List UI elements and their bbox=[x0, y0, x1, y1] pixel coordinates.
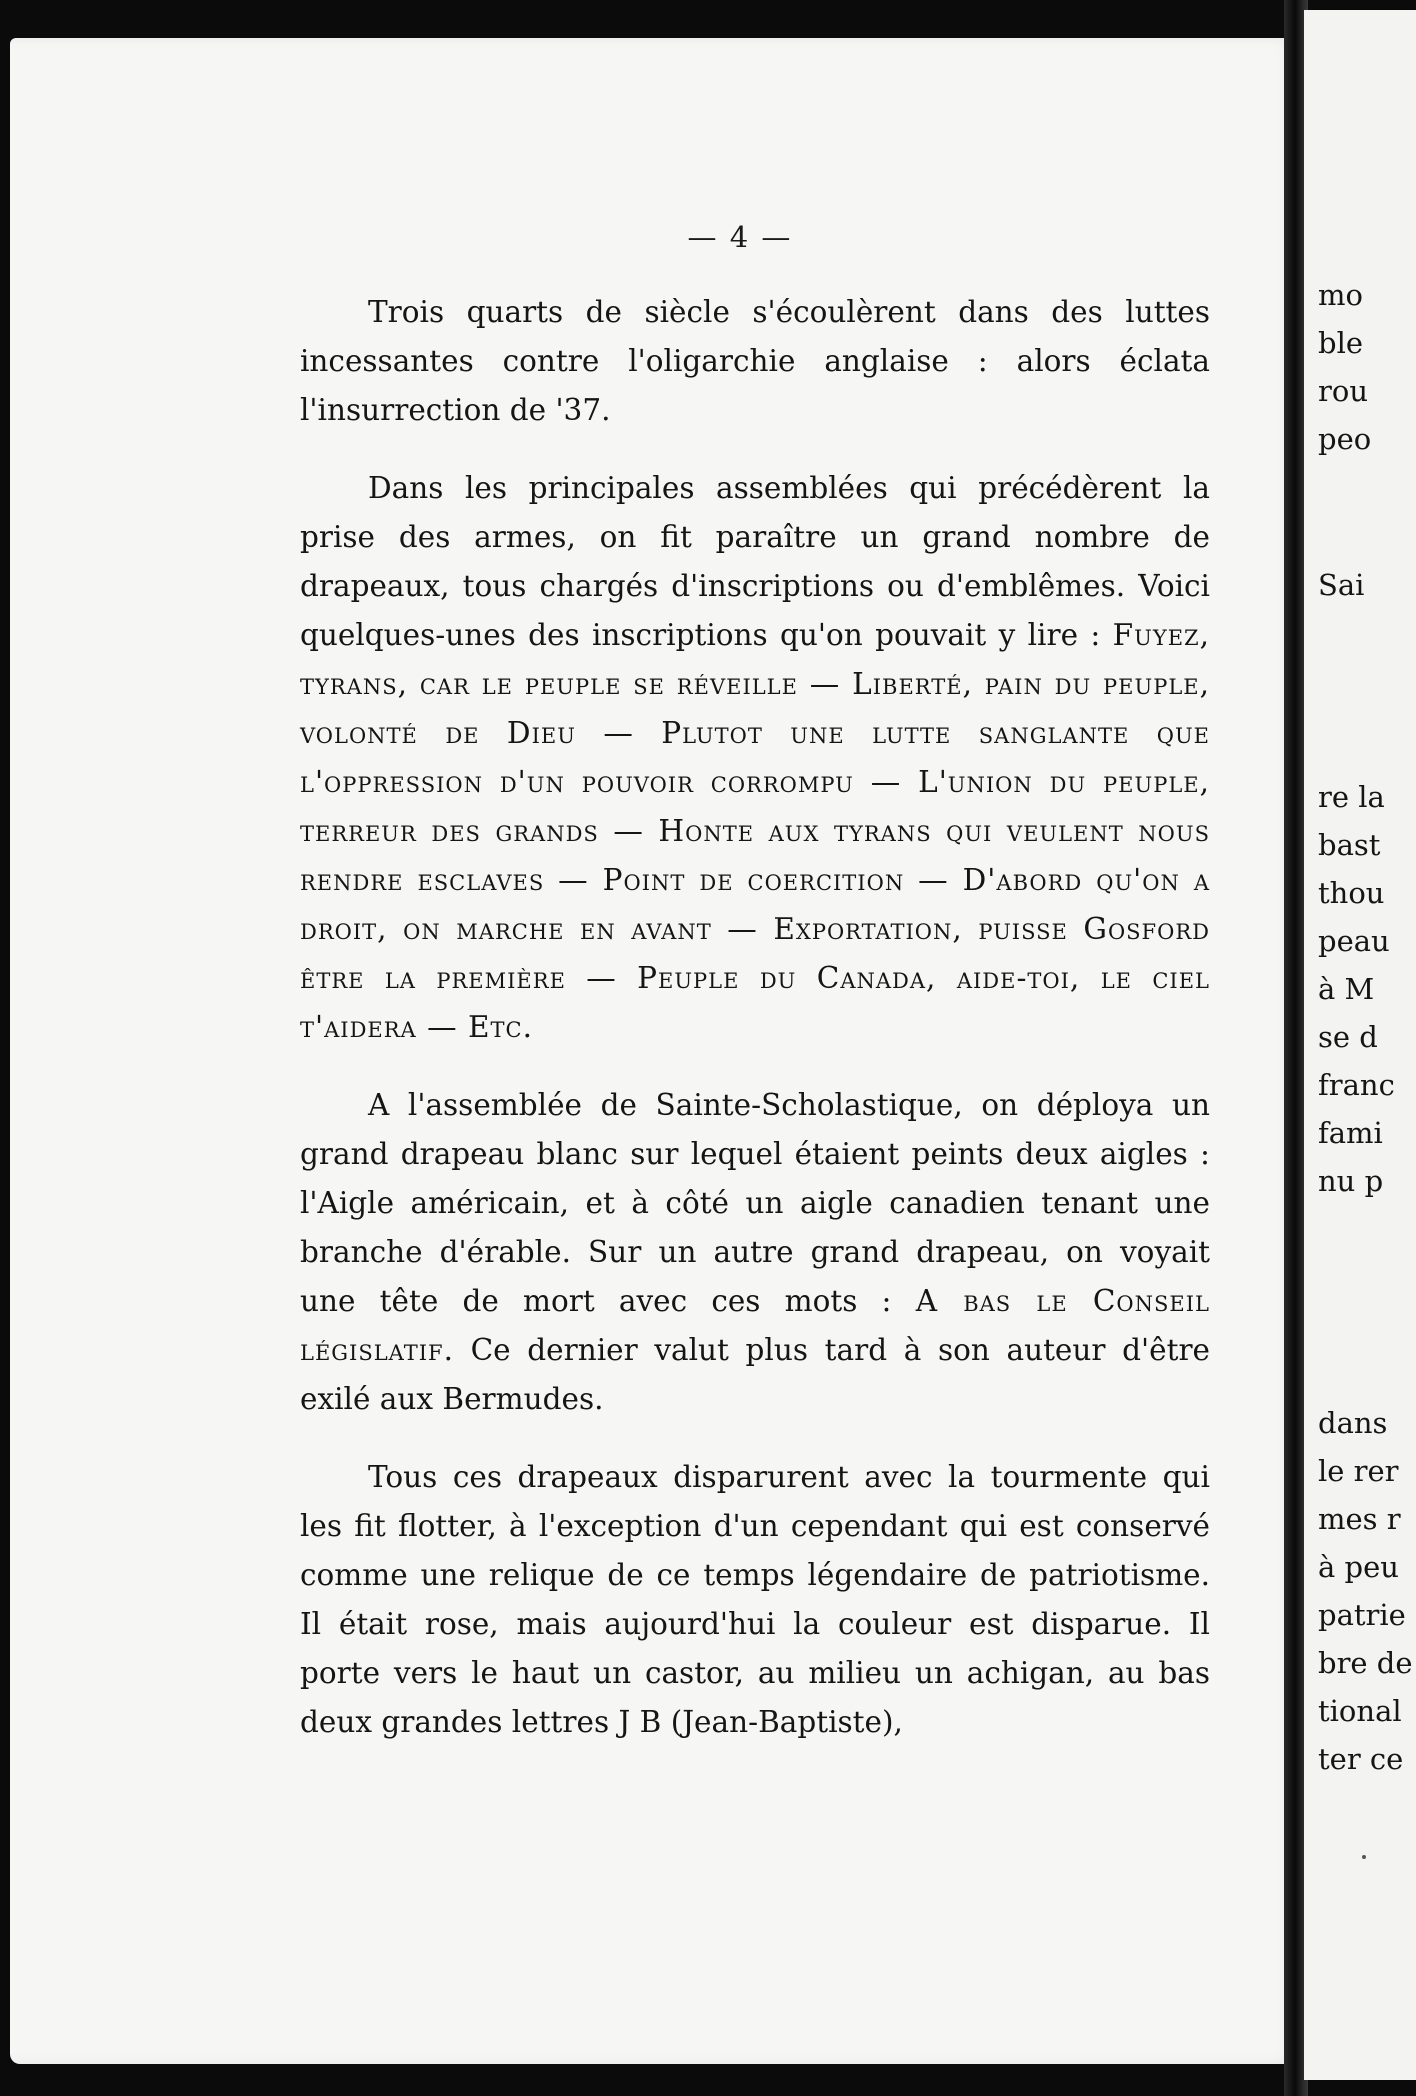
right-fragment: tional bbox=[1318, 1694, 1402, 1728]
banner-inscriptions: Fuyez, tyrans, car le peuple se réveille — Liberté, pain du peuple, volonté de Dieu — Plutot une lutte sanglante que l'oppression d'un pouvoir corrompu — L'union du peuple, terreur des grands — Honte aux tyrans qui veulent nous rendre esclaves — Point de coercition — D'abord qu'on a droit, on marche en avant — Exportation, puisse Gosford être la première — Peuple du Canada, aide-toi, le ciel t'aidera — Etc. bbox=[300, 618, 1210, 1044]
paragraph-text: Dans les principales assemblées qui précédèrent la prise des armes, on fit paraître un grand nombre de drapeaux, tous chargés d'inscriptions ou d'emblêmes. Voici quelques-unes des inscriptions qu'on pouvait y lire : bbox=[300, 471, 1210, 652]
right-fragment: franc bbox=[1318, 1068, 1395, 1102]
right-fragment: patrie bbox=[1318, 1598, 1406, 1632]
right-fragment: ter ce bbox=[1318, 1742, 1404, 1776]
right-fragment: mes r bbox=[1318, 1502, 1401, 1536]
right-fragment: dans bbox=[1318, 1406, 1388, 1440]
right-fragment: Sai bbox=[1318, 568, 1365, 602]
right-page bbox=[1304, 10, 1416, 2080]
right-fragment: peo bbox=[1318, 422, 1372, 456]
right-fragment: rou bbox=[1318, 374, 1368, 408]
right-fragment: le rer bbox=[1318, 1454, 1399, 1488]
right-fragment: nu p bbox=[1318, 1164, 1384, 1198]
right-fragment: peau bbox=[1318, 924, 1390, 958]
right-fragment: ble bbox=[1318, 326, 1364, 360]
paragraph bbox=[300, 1081, 1210, 1424]
right-fragment: bast bbox=[1318, 828, 1381, 862]
paragraph bbox=[300, 464, 1210, 1052]
right-fragment: bre de bbox=[1318, 1646, 1413, 1680]
right-fragment: re la bbox=[1318, 780, 1385, 814]
print-speck bbox=[1362, 1855, 1366, 1859]
right-fragment: à M bbox=[1318, 972, 1375, 1006]
right-fragment: fami bbox=[1318, 1116, 1383, 1150]
right-fragment: se d bbox=[1318, 1020, 1378, 1054]
paragraph: Tous ces drapeaux disparurent avec la tourmente qui les fit flotter, à l'exception d'un cependant qui est conservé comme une relique de ce temps légendaire de patriotisme. Il était rose, mais aujourd'hui la couleur est disparue. Il porte vers le haut un castor, au milieu un achigan, au bas deux grandes lettres J B (Jean-Baptiste), bbox=[300, 1460, 1210, 1739]
paragraph: Trois quarts de siècle s'écoulèrent dans des luttes incessantes contre l'oligarchie anglaise : alors éclata l'insurrection de '37. bbox=[300, 295, 1210, 427]
right-fragment: mo bbox=[1318, 278, 1363, 312]
banner-motto: A bas le Conseil législatif. bbox=[300, 1284, 1210, 1367]
page-number: — 4 — bbox=[687, 220, 793, 254]
body-text bbox=[300, 288, 1210, 1747]
right-fragment: à peu bbox=[1318, 1550, 1399, 1584]
right-fragment: thou bbox=[1318, 876, 1385, 910]
paragraph-text: A l'assemblée de Sainte-Scholastique, on déploya un grand drapeau blanc sur lequel étaient peints deux aigles : l'Aigle américain, et à côté un aigle canadien tenant une branche d'érable. Sur un autre grand drapeau, on voyait une tête de mort avec ces mots : bbox=[300, 1088, 1210, 1318]
paragraph-text: Ce dernier valut plus tard à son auteur d'être exilé aux Bermudes. bbox=[300, 1333, 1210, 1416]
